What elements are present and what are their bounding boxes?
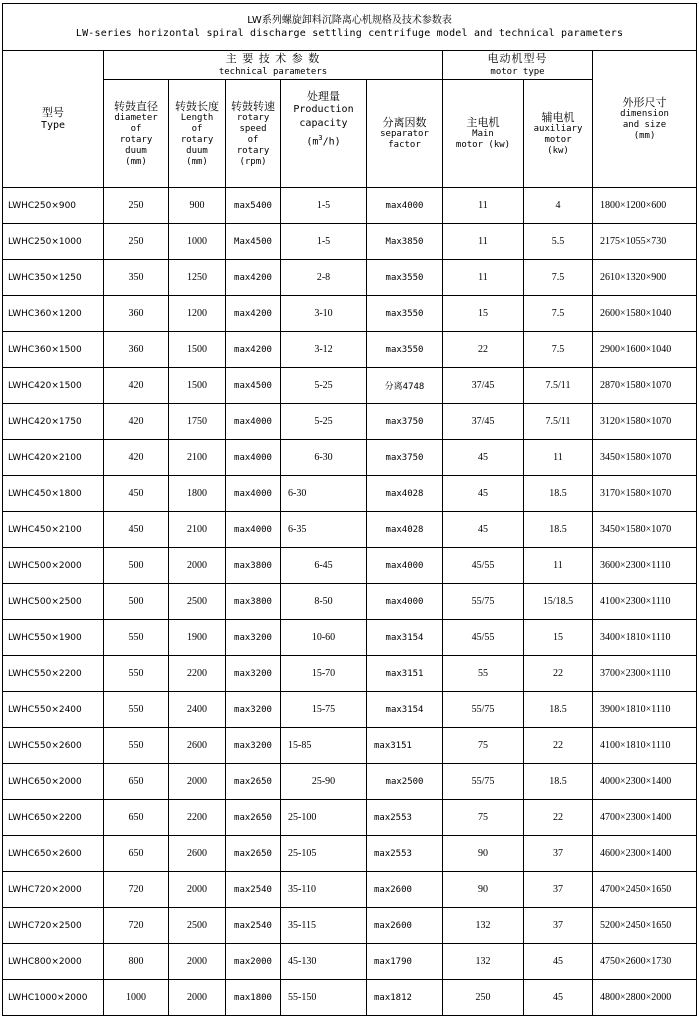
cell-speed: max2650 bbox=[226, 836, 281, 872]
cell-dimension: 3450×1580×1070 bbox=[593, 440, 697, 476]
cell-model: LWHC550×2400 bbox=[3, 692, 104, 728]
cell-model: LWHC350×1250 bbox=[3, 260, 104, 296]
cell-length: 2500 bbox=[169, 584, 226, 620]
cell-separator-factor: max1812 bbox=[367, 980, 443, 1016]
cell-aux-motor: 45 bbox=[524, 944, 593, 980]
cell-dimension: 4600×2300×1400 bbox=[593, 836, 697, 872]
cell-speed: max4000 bbox=[226, 512, 281, 548]
cell-length: 1000 bbox=[169, 224, 226, 260]
cell-separator-factor: max2500 bbox=[367, 764, 443, 800]
cell-model: LWHC550×2200 bbox=[3, 656, 104, 692]
cell-length: 2100 bbox=[169, 512, 226, 548]
cell-speed: max3200 bbox=[226, 692, 281, 728]
table-body bbox=[3, 188, 697, 1016]
cell-speed: max2540 bbox=[226, 908, 281, 944]
cell-speed: max3200 bbox=[226, 656, 281, 692]
cell-dimension: 4750×2600×1730 bbox=[593, 944, 697, 980]
cell-capacity: 6-30 bbox=[281, 476, 367, 512]
cell-separator-factor: max2553 bbox=[367, 836, 443, 872]
cell-length: 2000 bbox=[169, 944, 226, 980]
cell-dimension: 3170×1580×1070 bbox=[593, 476, 697, 512]
cell-main-motor: 11 bbox=[443, 188, 524, 224]
cell-main-motor: 37/45 bbox=[443, 404, 524, 440]
header-diameter: 转鼓直径 diameter of rotary duum (mm) bbox=[104, 80, 169, 188]
cell-aux-motor: 7.5/11 bbox=[524, 368, 593, 404]
cell-diameter: 720 bbox=[104, 872, 169, 908]
cell-diameter: 350 bbox=[104, 260, 169, 296]
cell-aux-motor: 7.5/11 bbox=[524, 404, 593, 440]
cell-speed: max3800 bbox=[226, 584, 281, 620]
cell-diameter: 420 bbox=[104, 368, 169, 404]
cell-dimension: 3900×1810×1110 bbox=[593, 692, 697, 728]
cell-capacity: 10-60 bbox=[281, 620, 367, 656]
header-motor-type: 电动机型号 motor type bbox=[443, 51, 593, 80]
cell-model: LWHC450×2100 bbox=[3, 512, 104, 548]
table-row bbox=[3, 188, 697, 224]
cell-aux-motor: 7.5 bbox=[524, 296, 593, 332]
cell-dimension: 3450×1580×1070 bbox=[593, 512, 697, 548]
cell-separator-factor: max3750 bbox=[367, 404, 443, 440]
cell-separator-factor: max3151 bbox=[367, 656, 443, 692]
cell-main-motor: 37/45 bbox=[443, 368, 524, 404]
cell-speed: max3800 bbox=[226, 548, 281, 584]
cell-main-motor: 75 bbox=[443, 800, 524, 836]
cell-model: LWHC550×1900 bbox=[3, 620, 104, 656]
cell-aux-motor: 18.5 bbox=[524, 476, 593, 512]
cell-capacity: 25-100 bbox=[281, 800, 367, 836]
header-separator-factor: 分离因数 separator factor bbox=[367, 80, 443, 188]
cell-separator-factor: max3154 bbox=[367, 620, 443, 656]
cell-capacity: 6-30 bbox=[281, 440, 367, 476]
cell-separator-factor: 分离4748 bbox=[367, 368, 443, 404]
cell-separator-factor: max4028 bbox=[367, 476, 443, 512]
cell-dimension: 1800×1200×600 bbox=[593, 188, 697, 224]
cell-speed: max4200 bbox=[226, 296, 281, 332]
cell-main-motor: 11 bbox=[443, 260, 524, 296]
cell-model: LWHC250×900 bbox=[3, 188, 104, 224]
cell-aux-motor: 37 bbox=[524, 908, 593, 944]
cell-diameter: 650 bbox=[104, 836, 169, 872]
table-row bbox=[3, 296, 697, 332]
cell-main-motor: 11 bbox=[443, 224, 524, 260]
cell-aux-motor: 22 bbox=[524, 656, 593, 692]
cell-separator-factor: Max3850 bbox=[367, 224, 443, 260]
cell-capacity: 35-110 bbox=[281, 872, 367, 908]
cell-aux-motor: 18.5 bbox=[524, 512, 593, 548]
cell-length: 2500 bbox=[169, 908, 226, 944]
cell-diameter: 420 bbox=[104, 404, 169, 440]
cell-model: LWHC550×2600 bbox=[3, 728, 104, 764]
cell-model: LWHC450×1800 bbox=[3, 476, 104, 512]
table-row bbox=[3, 620, 697, 656]
cell-length: 2400 bbox=[169, 692, 226, 728]
cell-dimension: 3400×1810×1110 bbox=[593, 620, 697, 656]
cell-diameter: 550 bbox=[104, 656, 169, 692]
cell-main-motor: 45 bbox=[443, 440, 524, 476]
table-row bbox=[3, 584, 697, 620]
cell-diameter: 650 bbox=[104, 800, 169, 836]
cell-speed: max2650 bbox=[226, 764, 281, 800]
cell-length: 1200 bbox=[169, 296, 226, 332]
cell-main-motor: 55/75 bbox=[443, 764, 524, 800]
cell-length: 2000 bbox=[169, 764, 226, 800]
cell-length: 2200 bbox=[169, 656, 226, 692]
cell-length: 1500 bbox=[169, 332, 226, 368]
cell-capacity: 1-5 bbox=[281, 188, 367, 224]
cell-capacity: 15-85 bbox=[281, 728, 367, 764]
cell-main-motor: 15 bbox=[443, 296, 524, 332]
cell-capacity: 3-10 bbox=[281, 296, 367, 332]
table-row bbox=[3, 476, 697, 512]
cell-speed: max4200 bbox=[226, 260, 281, 296]
cell-main-motor: 55 bbox=[443, 656, 524, 692]
cell-aux-motor: 7.5 bbox=[524, 332, 593, 368]
cell-model: LWHC720×2000 bbox=[3, 872, 104, 908]
cell-diameter: 800 bbox=[104, 944, 169, 980]
cell-speed: max4000 bbox=[226, 440, 281, 476]
cell-length: 2600 bbox=[169, 836, 226, 872]
cell-model: LWHC500×2000 bbox=[3, 548, 104, 584]
cell-main-motor: 45/55 bbox=[443, 548, 524, 584]
cell-separator-factor: max4000 bbox=[367, 188, 443, 224]
cell-capacity: 55-150 bbox=[281, 980, 367, 1016]
table-row bbox=[3, 728, 697, 764]
cell-capacity: 6-45 bbox=[281, 548, 367, 584]
cell-diameter: 360 bbox=[104, 296, 169, 332]
cell-diameter: 500 bbox=[104, 548, 169, 584]
cell-separator-factor: max3550 bbox=[367, 260, 443, 296]
cell-speed: max2540 bbox=[226, 872, 281, 908]
cell-speed: max2650 bbox=[226, 800, 281, 836]
cell-main-motor: 55/75 bbox=[443, 692, 524, 728]
header-main-motor: 主电机 Main motor (kw) bbox=[443, 80, 524, 188]
table-row bbox=[3, 872, 697, 908]
cell-capacity: 25-105 bbox=[281, 836, 367, 872]
cell-diameter: 550 bbox=[104, 620, 169, 656]
cell-aux-motor: 22 bbox=[524, 728, 593, 764]
table-row bbox=[3, 404, 697, 440]
table-row bbox=[3, 440, 697, 476]
cell-model: LWHC1000×2000 bbox=[3, 980, 104, 1016]
table-row bbox=[3, 944, 697, 980]
cell-main-motor: 132 bbox=[443, 944, 524, 980]
cell-aux-motor: 15 bbox=[524, 620, 593, 656]
cell-separator-factor: max2553 bbox=[367, 800, 443, 836]
cell-main-motor: 45 bbox=[443, 512, 524, 548]
header-dimension: 外形尺寸 dimension and size (mm) bbox=[593, 51, 697, 188]
table-row bbox=[3, 548, 697, 584]
cell-main-motor: 22 bbox=[443, 332, 524, 368]
cell-main-motor: 250 bbox=[443, 980, 524, 1016]
cell-capacity: 25-90 bbox=[281, 764, 367, 800]
cell-dimension: 4100×1810×1110 bbox=[593, 728, 697, 764]
cell-aux-motor: 37 bbox=[524, 836, 593, 872]
cell-length: 2000 bbox=[169, 872, 226, 908]
cell-model: LWHC650×2200 bbox=[3, 800, 104, 836]
cell-separator-factor: max3154 bbox=[367, 692, 443, 728]
cell-diameter: 550 bbox=[104, 692, 169, 728]
cell-speed: max3200 bbox=[226, 620, 281, 656]
cell-dimension: 3600×2300×1110 bbox=[593, 548, 697, 584]
cell-aux-motor: 18.5 bbox=[524, 692, 593, 728]
cell-length: 2000 bbox=[169, 548, 226, 584]
cell-dimension: 2610×1320×900 bbox=[593, 260, 697, 296]
cell-speed: max3200 bbox=[226, 728, 281, 764]
cell-main-motor: 55/75 bbox=[443, 584, 524, 620]
table-row bbox=[3, 368, 697, 404]
cell-diameter: 250 bbox=[104, 188, 169, 224]
table-row bbox=[3, 332, 697, 368]
cell-aux-motor: 5.5 bbox=[524, 224, 593, 260]
cell-dimension: 3700×2300×1110 bbox=[593, 656, 697, 692]
cell-diameter: 360 bbox=[104, 332, 169, 368]
header-type: 型号 Type bbox=[3, 51, 104, 188]
cell-dimension: 4700×2300×1400 bbox=[593, 800, 697, 836]
cell-length: 1750 bbox=[169, 404, 226, 440]
cell-diameter: 500 bbox=[104, 584, 169, 620]
cell-aux-motor: 22 bbox=[524, 800, 593, 836]
cell-speed: max4200 bbox=[226, 332, 281, 368]
cell-diameter: 250 bbox=[104, 224, 169, 260]
cell-model: LWHC250×1000 bbox=[3, 224, 104, 260]
cell-diameter: 1000 bbox=[104, 980, 169, 1016]
cell-speed: Max4500 bbox=[226, 224, 281, 260]
cell-dimension: 4000×2300×1400 bbox=[593, 764, 697, 800]
table-row bbox=[3, 656, 697, 692]
table-row bbox=[3, 836, 697, 872]
cell-model: LWHC650×2600 bbox=[3, 836, 104, 872]
table-row bbox=[3, 980, 697, 1016]
cell-main-motor: 90 bbox=[443, 872, 524, 908]
table-row bbox=[3, 260, 697, 296]
cell-capacity: 15-75 bbox=[281, 692, 367, 728]
cell-diameter: 420 bbox=[104, 440, 169, 476]
header-technical-parameters: 主 要 技 术 参 数 technical parameters bbox=[104, 51, 443, 80]
cell-length: 2600 bbox=[169, 728, 226, 764]
cell-main-motor: 90 bbox=[443, 836, 524, 872]
cell-model: LWHC500×2500 bbox=[3, 584, 104, 620]
cell-model: LWHC800×2000 bbox=[3, 944, 104, 980]
cell-diameter: 450 bbox=[104, 512, 169, 548]
cell-length: 2100 bbox=[169, 440, 226, 476]
cell-capacity: 3-12 bbox=[281, 332, 367, 368]
cell-separator-factor: max1790 bbox=[367, 944, 443, 980]
cell-diameter: 720 bbox=[104, 908, 169, 944]
cell-length: 2000 bbox=[169, 980, 226, 1016]
cell-dimension: 2900×1600×1040 bbox=[593, 332, 697, 368]
header-length: 转鼓长度 Length of rotary duum (mm) bbox=[169, 80, 226, 188]
cell-capacity: 45-130 bbox=[281, 944, 367, 980]
cell-dimension: 5200×2450×1650 bbox=[593, 908, 697, 944]
title-en: LW-series horizontal spiral discharge settling centrifuge model and technical parameters bbox=[75, 27, 624, 39]
table-row bbox=[3, 800, 697, 836]
header-capacity: 处理量 Production capacity $(m^3/h)$ bbox=[281, 80, 367, 188]
cell-aux-motor: 4 bbox=[524, 188, 593, 224]
cell-dimension: 4100×2300×1110 bbox=[593, 584, 697, 620]
cell-speed: max4500 bbox=[226, 368, 281, 404]
cell-aux-motor: 11 bbox=[524, 440, 593, 476]
cell-speed: max4000 bbox=[226, 476, 281, 512]
header-aux-motor: 辅电机 auxiliary motor (kw) bbox=[524, 80, 593, 188]
cell-main-motor: 45 bbox=[443, 476, 524, 512]
cell-separator-factor: max3550 bbox=[367, 296, 443, 332]
cell-length: 1900 bbox=[169, 620, 226, 656]
cell-dimension: 4800×2800×2000 bbox=[593, 980, 697, 1016]
cell-aux-motor: 15/18.5 bbox=[524, 584, 593, 620]
cell-model: LWHC420×1750 bbox=[3, 404, 104, 440]
cell-model: LWHC650×2000 bbox=[3, 764, 104, 800]
cell-speed: max2000 bbox=[226, 944, 281, 980]
cell-separator-factor: max3550 bbox=[367, 332, 443, 368]
cell-model: LWHC720×2500 bbox=[3, 908, 104, 944]
spec-sheet bbox=[2, 3, 696, 1011]
cell-separator-factor: max2600 bbox=[367, 908, 443, 944]
cell-main-motor: 45/55 bbox=[443, 620, 524, 656]
cell-aux-motor: 45 bbox=[524, 980, 593, 1016]
cell-speed: max4000 bbox=[226, 404, 281, 440]
cell-capacity: 8-50 bbox=[281, 584, 367, 620]
cell-dimension: 4700×2450×1650 bbox=[593, 872, 697, 908]
table-row bbox=[3, 764, 697, 800]
table-row bbox=[3, 512, 697, 548]
cell-capacity: 15-70 bbox=[281, 656, 367, 692]
cell-capacity: 1-5 bbox=[281, 224, 367, 260]
cell-aux-motor: 37 bbox=[524, 872, 593, 908]
cell-model: LWHC420×1500 bbox=[3, 368, 104, 404]
cell-dimension: 2175×1055×730 bbox=[593, 224, 697, 260]
cell-length: 2200 bbox=[169, 800, 226, 836]
cell-model: LWHC360×1200 bbox=[3, 296, 104, 332]
cell-separator-factor: max4028 bbox=[367, 512, 443, 548]
spec-table bbox=[2, 3, 697, 1016]
cell-capacity: 35-115 bbox=[281, 908, 367, 944]
cell-separator-factor: max2600 bbox=[367, 872, 443, 908]
cell-main-motor: 75 bbox=[443, 728, 524, 764]
cell-separator-factor: max3750 bbox=[367, 440, 443, 476]
cell-main-motor: 132 bbox=[443, 908, 524, 944]
cell-aux-motor: 11 bbox=[524, 548, 593, 584]
cell-diameter: 450 bbox=[104, 476, 169, 512]
cell-aux-motor: 7.5 bbox=[524, 260, 593, 296]
cell-diameter: 550 bbox=[104, 728, 169, 764]
cell-speed: max1800 bbox=[226, 980, 281, 1016]
table-title bbox=[3, 4, 697, 51]
cell-model: LWHC420×2100 bbox=[3, 440, 104, 476]
cell-separator-factor: max4000 bbox=[367, 548, 443, 584]
cell-capacity: 2-8 bbox=[281, 260, 367, 296]
header-speed: 转鼓转速 rotary speed of rotary (rpm) bbox=[226, 80, 281, 188]
cell-length: 900 bbox=[169, 188, 226, 224]
cell-separator-factor: max3151 bbox=[367, 728, 443, 764]
cell-separator-factor: max4000 bbox=[367, 584, 443, 620]
cell-aux-motor: 18.5 bbox=[524, 764, 593, 800]
title-cn: LW系列螺旋卸料沉降离心机规格及技术参数表 bbox=[247, 14, 452, 26]
cell-capacity: 6-35 bbox=[281, 512, 367, 548]
table-row bbox=[3, 908, 697, 944]
table-row bbox=[3, 224, 697, 260]
cell-capacity: 5-25 bbox=[281, 368, 367, 404]
cell-capacity: 5-25 bbox=[281, 404, 367, 440]
cell-dimension: 2600×1580×1040 bbox=[593, 296, 697, 332]
cell-dimension: 3120×1580×1070 bbox=[593, 404, 697, 440]
cell-length: 1250 bbox=[169, 260, 226, 296]
table-row bbox=[3, 692, 697, 728]
cell-dimension: 2870×1580×1070 bbox=[593, 368, 697, 404]
cell-speed: max5400 bbox=[226, 188, 281, 224]
cell-model: LWHC360×1500 bbox=[3, 332, 104, 368]
cell-diameter: 650 bbox=[104, 764, 169, 800]
cell-length: 1500 bbox=[169, 368, 226, 404]
cell-length: 1800 bbox=[169, 476, 226, 512]
